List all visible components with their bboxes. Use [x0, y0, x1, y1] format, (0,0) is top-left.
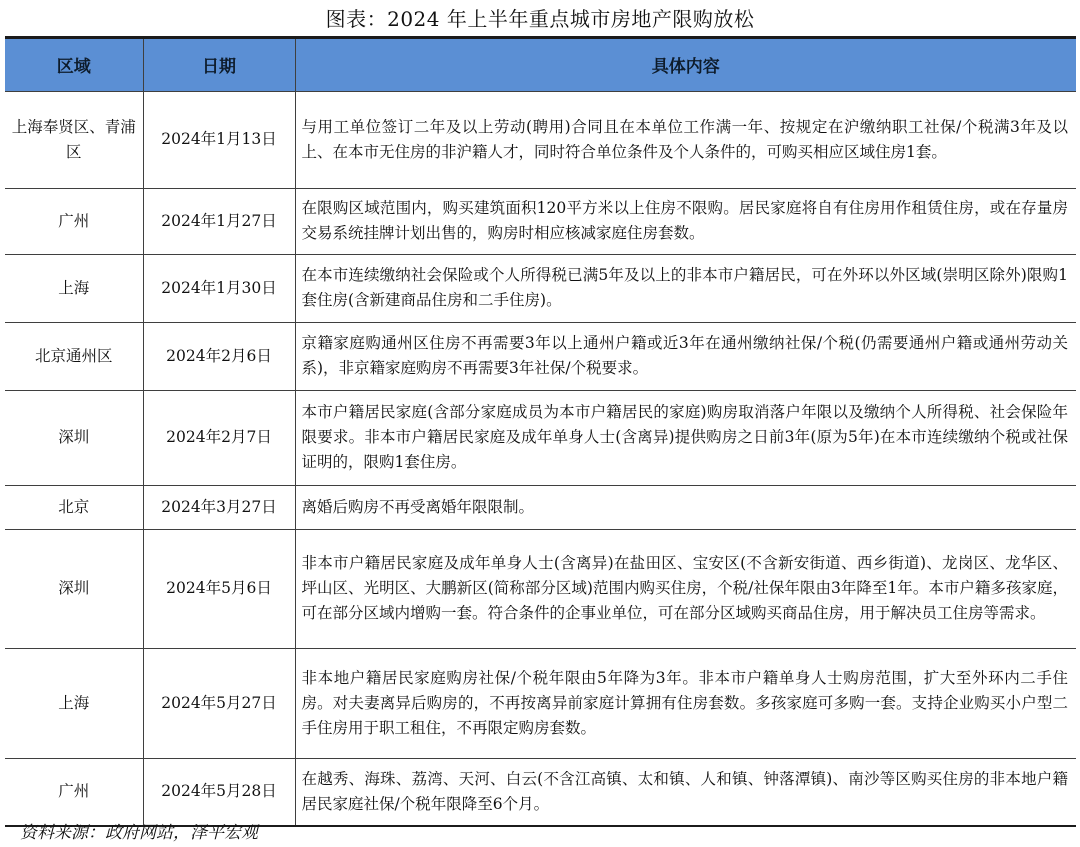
date-cell: 2024年3月27日 [143, 485, 295, 529]
region-cell: 上海 [5, 254, 143, 322]
region-cell: 深圳 [5, 390, 143, 485]
policy-table-wrapper [5, 36, 1076, 827]
content-cell: 与用工单位签订二年及以上劳动(聘用)合同且在本单位工作满一年、按规定在沪缴纳职工社保/个税满3年及以上、在本市无住房的非沪籍人才，同时符合单位条件及个人条件的，可购买相应区域住房1套。 [295, 91, 1076, 188]
content-cell: 非本地户籍居民家庭购房社保/个税年限由5年降为3年。非本市户籍单身人士购房范围，扩大至外环内二手住房。对夫妻离异后购房的，不再按离异前家庭计算拥有住房套数。多孩家庭可多购一套。支持企业购买小户型二手住房用于职工租住，不再限定购房套数。 [295, 648, 1076, 758]
date-cell: 2024年1月27日 [143, 188, 295, 254]
table-row [5, 390, 1076, 485]
table-row [5, 529, 1076, 648]
header-date: 日期 [143, 39, 295, 91]
table-row [5, 758, 1076, 825]
figure-title: 图表：2024 年上半年重点城市房地产限购放松 [325, 7, 755, 31]
region-cell: 广州 [5, 758, 143, 825]
content-cell: 在限购区域范围内，购买建筑面积120平方米以上住房不限购。居民家庭将自有住房用作租赁住房，或在存量房交易系统挂牌计划出售的，购房时相应核减家庭住房套数。 [295, 188, 1076, 254]
date-cell: 2024年5月27日 [143, 648, 295, 758]
date-cell: 2024年5月6日 [143, 529, 295, 648]
header-content: 具体内容 [295, 39, 1076, 91]
source-note: 资料来源：政府网站，泽平宏观 [20, 823, 258, 843]
content-cell: 本市户籍居民家庭(含部分家庭成员为本市户籍居民的家庭)购房取消落户年限以及缴纳个人所得税、社会保险年限要求。非本市户籍居民家庭及成年单身人士(含离异)提供购房之日前3年(原为5年)在本市连续缴纳个税或社保证明的，限购1套住房。 [295, 390, 1076, 485]
policy-table [5, 39, 1076, 825]
table-row [5, 188, 1076, 254]
date-cell: 2024年1月13日 [143, 91, 295, 188]
content-cell: 非本市户籍居民家庭及成年单身人士(含离异)在盐田区、宝安区(不含新安街道、西乡街道)、龙岗区、龙华区、坪山区、光明区、大鹏新区(简称部分区域)范围内购买住房，个税/社保年限由3年降至1年。本市户籍多孩家庭，可在部分区域内增购一套。符合条件的企事业单位，可在部分区域购买商品住房，用于解决员工住房等需求。 [295, 529, 1076, 648]
date-cell: 2024年1月30日 [143, 254, 295, 322]
table-row [5, 254, 1076, 322]
date-cell: 2024年2月6日 [143, 322, 295, 390]
table-row [5, 91, 1076, 188]
table-row [5, 485, 1076, 529]
table-row [5, 648, 1076, 758]
region-cell: 深圳 [5, 529, 143, 648]
region-cell: 北京 [5, 485, 143, 529]
content-cell: 离婚后购房不再受离婚年限限制。 [295, 485, 1076, 529]
header-region: 区域 [5, 39, 143, 91]
region-cell: 上海 [5, 648, 143, 758]
table-row [5, 322, 1076, 390]
region-cell: 北京通州区 [5, 322, 143, 390]
content-cell: 京籍家庭购通州区住房不再需要3年以上通州户籍或近3年在通州缴纳社保/个税(仍需要通州户籍或通州劳动关系)，非京籍家庭购房不再需要3年社保/个税要求。 [295, 322, 1076, 390]
table-header-row [5, 39, 1076, 91]
content-cell: 在本市连续缴纳社会保险或个人所得税已满5年及以上的非本市户籍居民，可在外环以外区域(崇明区除外)限购1套住房(含新建商品住房和二手住房)。 [295, 254, 1076, 322]
region-cell: 广州 [5, 188, 143, 254]
date-cell: 2024年2月7日 [143, 390, 295, 485]
content-cell: 在越秀、海珠、荔湾、天河、白云(不含江高镇、太和镇、人和镇、钟落潭镇)、南沙等区购买住房的非本地户籍居民家庭社保/个税年限降至6个月。 [301, 769, 1068, 813]
date-cell: 2024年5月28日 [143, 758, 295, 825]
region-cell: 上海奉贤区、青浦区 [5, 91, 143, 188]
